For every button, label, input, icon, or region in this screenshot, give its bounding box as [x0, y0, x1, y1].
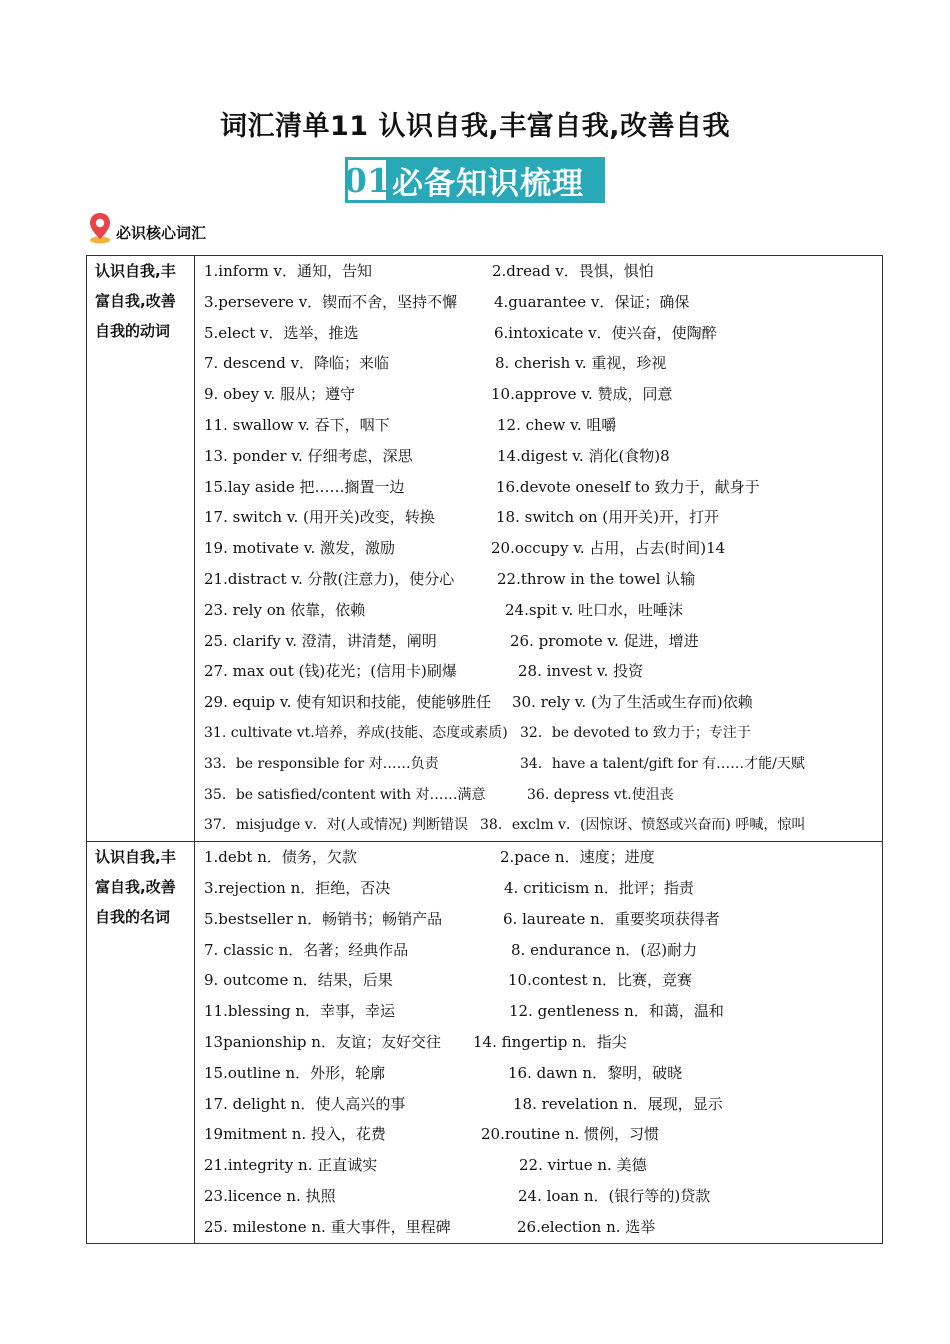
vocab-entry: 18. revelation n．展现，显示	[513, 1094, 723, 1113]
table-row	[195, 842, 882, 873]
vocab-entry: 15.lay aside 把……搁置一边	[204, 477, 405, 496]
vocab-entry: 20.routine n. 惯例，习惯	[481, 1125, 660, 1144]
vocab-entry: 22.throw in the towel 认输	[497, 569, 696, 588]
table-row	[195, 564, 882, 595]
location-pin-icon	[88, 212, 112, 244]
banner-text: 必备知识梳理	[392, 165, 584, 202]
vocab-entry: 8. endurance n．(忍)耐力	[511, 940, 698, 959]
vocab-entry: 9. outcome n．结果，后果	[204, 971, 393, 990]
vocab-entry: 26.election n. 选举	[517, 1217, 656, 1236]
table-row	[195, 656, 882, 687]
vocab-entry: 37．misjudge v．对(人或情况) 判断错误	[204, 817, 469, 834]
table-row	[195, 318, 882, 349]
vocab-entry: 15.outline n．外形，轮廓	[204, 1063, 386, 1082]
section-heading	[88, 212, 206, 244]
table-row	[195, 287, 882, 318]
table-row	[195, 965, 882, 996]
vocab-entry: 27. max out (钱)花光；(信用卡)刷爆	[204, 662, 457, 681]
vocab-entry: 38．exclm v．(因惊讶、愤怒或兴奋而) 呼喊，惊叫	[480, 817, 806, 834]
table-row	[195, 533, 882, 564]
vocab-entry: 28. invest v. 投资	[518, 662, 644, 681]
vocab-entry: 23. rely on 依靠，依赖	[204, 600, 366, 619]
vocab-entry: 13. ponder v. 仔细考虑，深思	[204, 446, 413, 465]
table-row	[195, 810, 882, 841]
vocab-entry: 16. dawn n．黎明，破晓	[508, 1063, 683, 1082]
vocab-entry: 7. classic n．名著；经典作品	[204, 940, 409, 959]
vocab-entry: 29. equip v. 使有知识和技能，使能够胜任	[204, 693, 492, 712]
table-row	[195, 718, 882, 749]
vocab-entry: 10.contest n．比赛，竞赛	[508, 971, 693, 990]
verbs-block	[87, 256, 882, 841]
table-row	[195, 1150, 882, 1181]
vocab-entry: 17. switch v. (用开关)改变，转换	[204, 508, 435, 527]
vocab-entry: 6.intoxicate v．使兴奋，使陶醉	[494, 323, 717, 342]
vocab-entry: 30. rely v. (为了生活或生存而)依赖	[512, 693, 753, 712]
word-list	[195, 256, 882, 841]
vocabulary-table	[86, 255, 883, 1244]
vocab-entry: 19. motivate v. 激发，激励	[204, 539, 396, 558]
table-row	[195, 410, 882, 441]
vocab-entry: 18. switch on (用开关)开，打开	[496, 508, 719, 527]
table-row	[195, 935, 882, 966]
vocab-entry: 24. loan n．(银行等的)贷款	[518, 1186, 711, 1205]
table-row	[195, 379, 882, 410]
page-title: 词汇清单11 认识自我,丰富自我,改善自我	[220, 111, 730, 142]
vocab-entry: 36. depress vt.使沮丧	[527, 786, 674, 803]
vocab-entry: 7. descend v．降临；来临	[204, 354, 390, 373]
vocab-entry: 4. criticism n．批评；指责	[504, 878, 694, 897]
table-row	[195, 1181, 882, 1212]
vocab-entry: 14.digest v. 消化(食物)8	[497, 446, 670, 465]
table-row	[195, 996, 882, 1027]
vocab-entry: 25. milestone n. 重大事件，里程碑	[204, 1217, 451, 1236]
vocab-entry: 2.pace n．速度；进度	[500, 848, 655, 867]
vocab-entry: 24.spit v. 吐口水，吐唾沫	[505, 600, 683, 619]
vocab-entry: 1.debt n．债务，欠款	[204, 848, 357, 867]
table-row	[195, 626, 882, 657]
vocab-entry: 1.inform v．通知，告知	[204, 262, 372, 280]
vocab-entry: 5.elect v．选举，推选	[204, 323, 359, 342]
table-row	[195, 1027, 882, 1058]
vocab-entry: 26. promote v. 促进，增进	[510, 631, 699, 650]
vocab-entry: 12. gentleness n．和蔼，温和	[509, 1002, 724, 1021]
category-cell: 认识自我,丰富自我,改善自我的动词	[87, 256, 195, 841]
table-row	[195, 873, 882, 904]
table-row	[195, 687, 882, 718]
vocab-entry: 21.integrity n. 正直诚实	[204, 1156, 378, 1175]
table-row	[195, 780, 882, 811]
table-row	[195, 1089, 882, 1120]
vocab-entry: 25. clarify v. 澄清，讲清楚，阐明	[204, 631, 437, 650]
banner-number: 01	[344, 160, 390, 200]
vocab-entry: 11. swallow v. 吞下，咽下	[204, 415, 390, 434]
vocab-entry: 21.distract v. 分散(注意力)，使分心	[204, 569, 455, 588]
vocab-entry: 13panionship n．友谊；友好交往	[204, 1032, 441, 1051]
table-row	[195, 256, 882, 287]
vocab-entry: 8. cherish v. 重视，珍视	[495, 354, 667, 373]
word-list	[195, 842, 882, 1242]
table-row	[195, 749, 882, 780]
table-row	[195, 1119, 882, 1150]
nouns-block	[87, 841, 882, 1242]
table-row	[195, 904, 882, 935]
table-row	[195, 472, 882, 503]
vocab-entry: 16.devote oneself to 致力于，献身于	[496, 477, 760, 496]
vocab-entry: 22. virtue n. 美德	[519, 1156, 647, 1175]
vocab-entry: 6. laureate n．重要奖项获得者	[503, 909, 720, 928]
vocab-entry: 12. chew v. 咀嚼	[497, 415, 617, 434]
section-label: 必识核心词汇	[116, 223, 207, 242]
vocab-entry: 9. obey v. 服从；遵守	[204, 385, 356, 404]
table-row	[195, 1058, 882, 1089]
vocab-entry: 3.persevere v．锲而不舍，坚持不懈	[204, 292, 458, 311]
vocab-entry: 5.bestseller n．畅销书；畅销产品	[204, 909, 443, 928]
table-row	[195, 441, 882, 472]
table-row	[195, 595, 882, 626]
vocab-entry: 35．be satisfied/content with 对……满意	[204, 786, 486, 803]
table-row	[195, 502, 882, 533]
vocab-entry: 34．have a talent/gift for 有……才能/天赋	[520, 755, 805, 772]
vocab-entry: 33．be responsible for 对……负责	[204, 755, 439, 772]
vocab-entry: 23.licence n. 执照	[204, 1186, 336, 1205]
vocab-entry: 3.rejection n．拒绝，否决	[204, 878, 391, 897]
vocab-entry: 11.blessing n．幸事，幸运	[204, 1002, 396, 1021]
category-cell: 认识自我,丰富自我,改善自我的名词	[87, 842, 195, 1242]
section-banner	[345, 157, 605, 203]
table-row	[195, 348, 882, 379]
vocab-entry: 10.approve v. 赞成，同意	[491, 385, 673, 404]
vocab-entry: 19mitment n. 投入，花费	[204, 1125, 386, 1144]
table-row	[195, 1212, 882, 1243]
vocab-entry: 17. delight n．使人高兴的事	[204, 1094, 406, 1113]
vocab-entry: 14. fingertip n．指尖	[473, 1032, 627, 1051]
vocab-entry: 31. cultivate vt.培养，养成(技能、态度或素质)	[204, 724, 508, 741]
vocab-entry: 4.guarantee v．保证；确保	[494, 292, 690, 311]
vocab-entry: 20.occupy v. 占用，占去(时间)14	[491, 539, 726, 558]
vocab-entry: 32．be devoted to 致力于；专注于	[520, 724, 751, 741]
vocab-entry: 2.dread v．畏惧，惧怕	[492, 262, 654, 280]
